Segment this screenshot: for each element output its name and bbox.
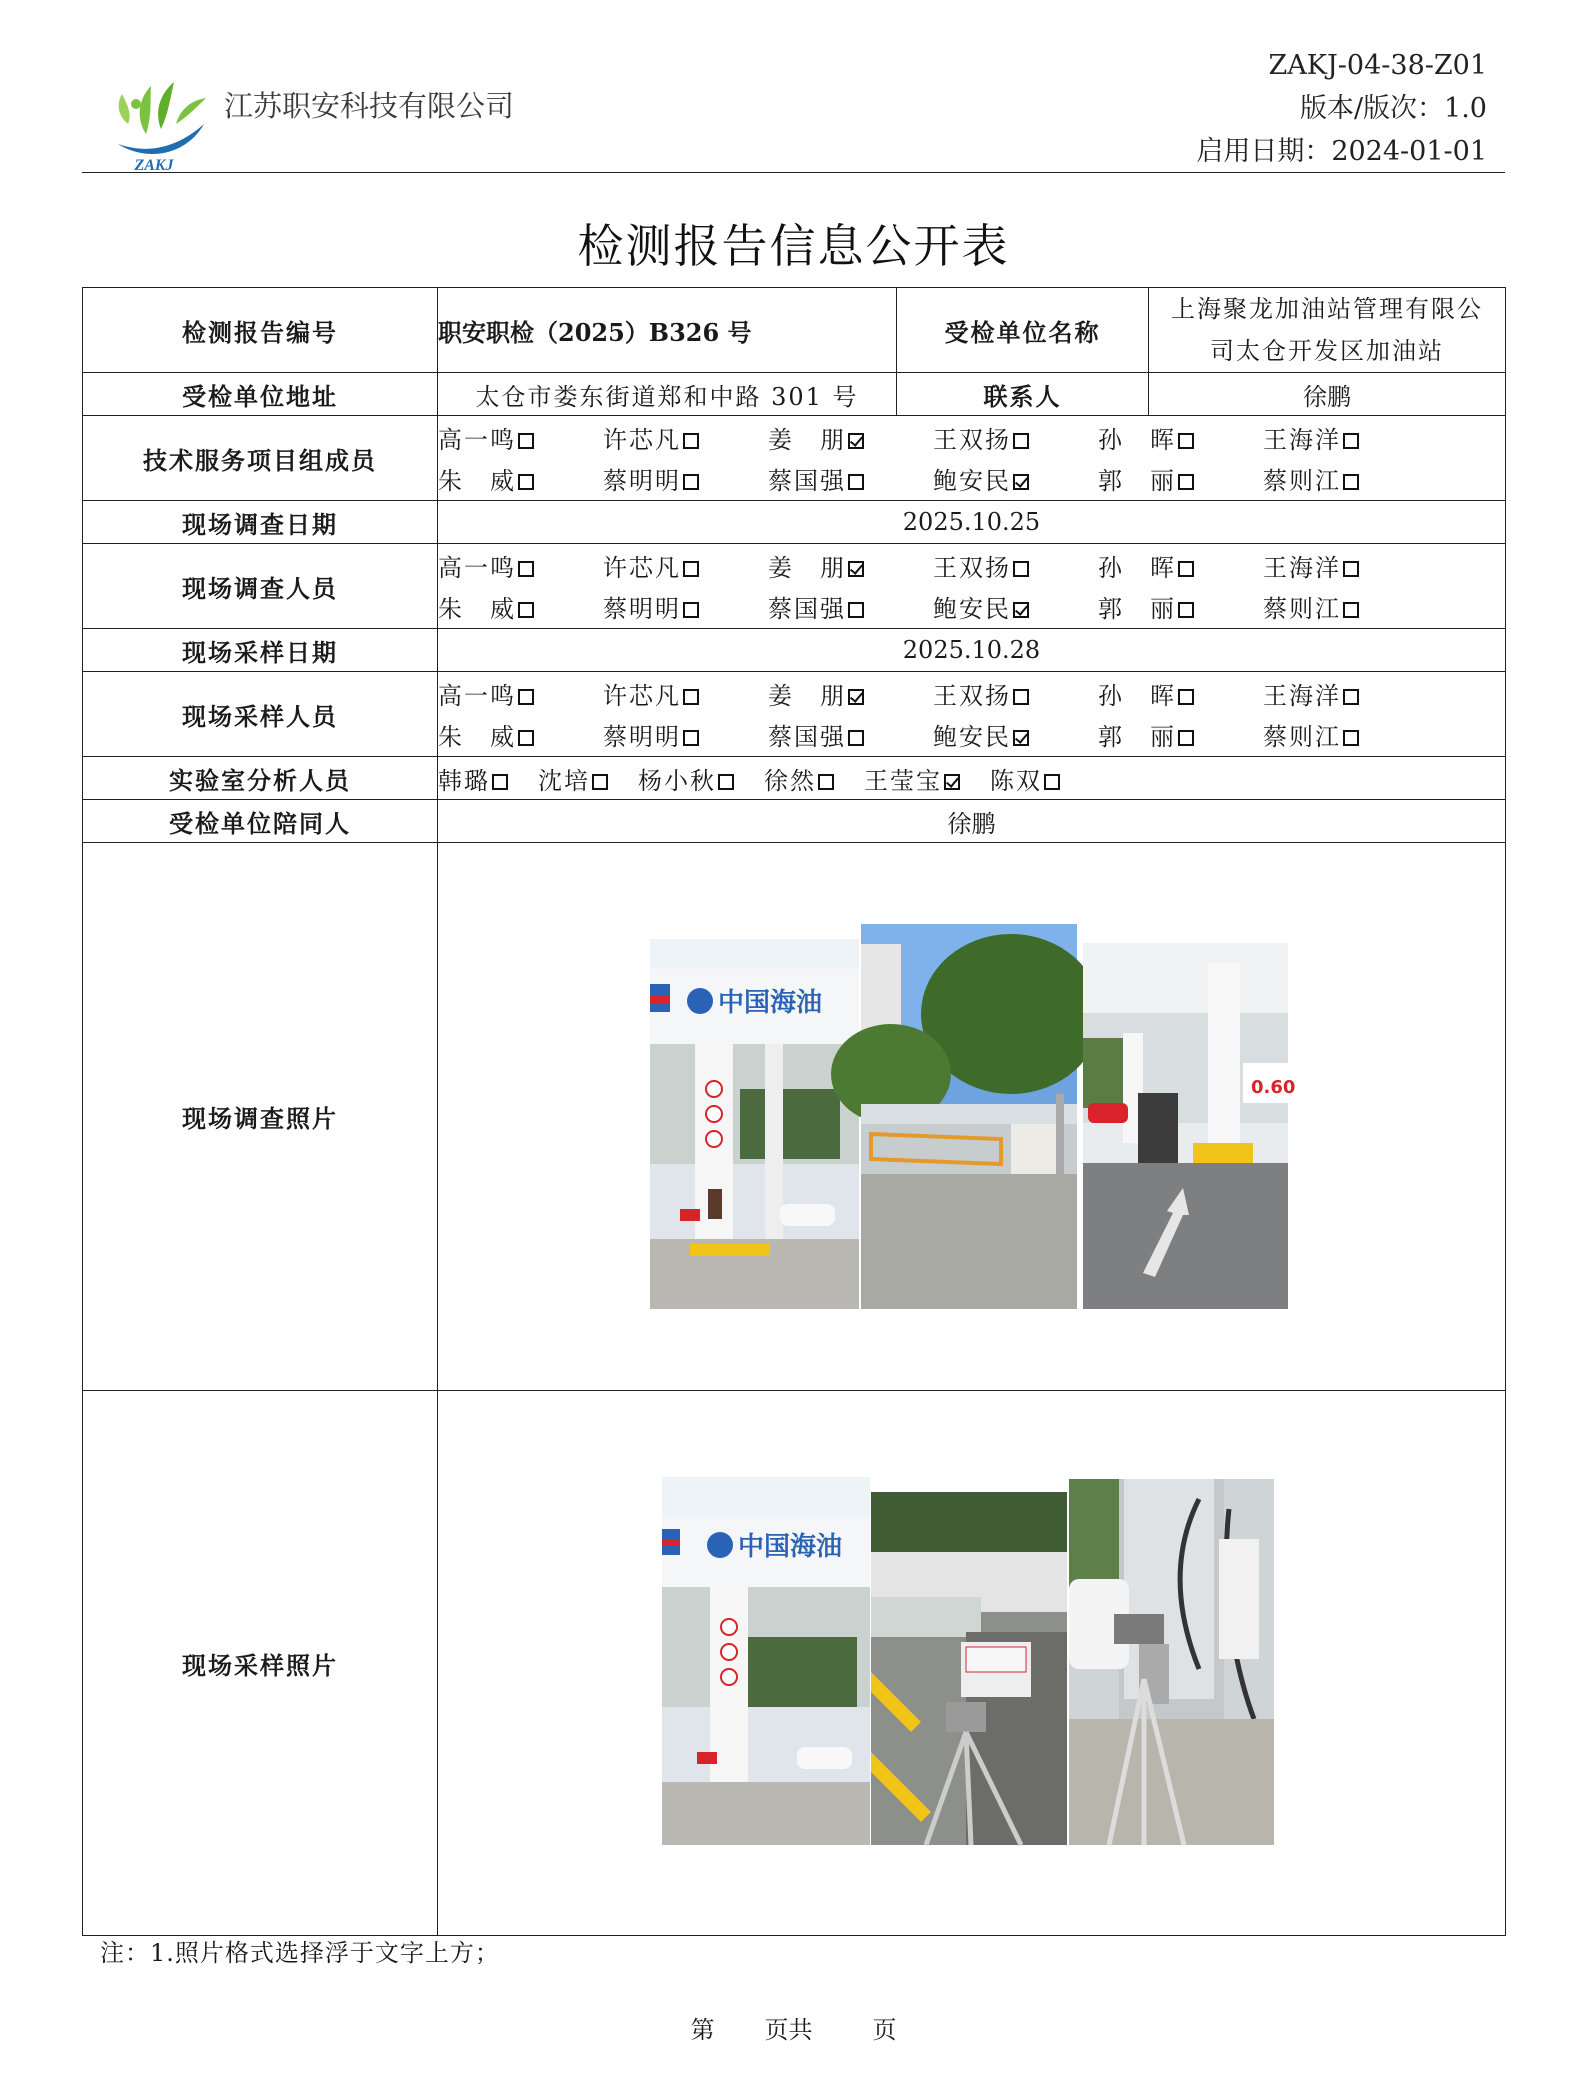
staff-name: 蔡国强 xyxy=(768,723,846,751)
staff-name: 郭 丽 xyxy=(1098,467,1176,495)
staff-name: 蔡明明 xyxy=(603,723,681,751)
table-row xyxy=(83,672,1506,757)
unchecked-checkbox[interactable] xyxy=(1013,689,1029,705)
staff-item xyxy=(1263,548,1428,583)
staff-name: 许芯凡 xyxy=(603,426,681,454)
unchecked-checkbox[interactable] xyxy=(683,689,699,705)
staff-item xyxy=(603,676,768,711)
report-no-prefix: 职安职检 xyxy=(438,317,534,347)
staff-item xyxy=(603,420,768,455)
unchecked-checkbox[interactable] xyxy=(1178,602,1194,618)
staff-item xyxy=(933,717,1098,752)
staff-item xyxy=(933,589,1098,624)
unchecked-checkbox[interactable] xyxy=(818,774,834,790)
table-row xyxy=(83,416,1506,501)
staff-name: 王双扬 xyxy=(933,682,1011,710)
staff-name: 高一鸣 xyxy=(438,426,516,454)
address-label: 受检单位地址 xyxy=(83,373,438,416)
survey-staff-label: 现场调查人员 xyxy=(83,544,438,629)
table-row xyxy=(83,1391,1506,1936)
page-footer xyxy=(0,2010,1587,2045)
unchecked-checkbox[interactable] xyxy=(1343,474,1359,490)
staff-name: 鲍安民 xyxy=(933,467,1011,495)
table-row xyxy=(83,757,1506,800)
staff-name: 王海洋 xyxy=(1263,682,1341,710)
sampling-date-label: 现场采样日期 xyxy=(83,629,438,672)
staff-name: 鲍安民 xyxy=(933,595,1011,623)
doc-effective-date: 启用日期：2024-01-01 xyxy=(1196,136,1487,167)
staff-name: 王海洋 xyxy=(1263,554,1341,582)
staff-name: 朱 威 xyxy=(438,467,516,495)
staff-row xyxy=(438,417,1505,458)
sampling-staff-names xyxy=(438,672,1506,757)
staff-row xyxy=(438,586,1505,627)
staff-item xyxy=(438,761,508,796)
staff-item xyxy=(603,589,768,624)
staff-item xyxy=(1263,717,1428,752)
unchecked-checkbox[interactable] xyxy=(518,474,534,490)
sampling-date-value: 2025.10.28 xyxy=(438,629,1506,672)
unchecked-checkbox[interactable] xyxy=(848,730,864,746)
lab-staff-names xyxy=(438,757,1506,800)
staff-name: 孙 晖 xyxy=(1098,682,1176,710)
staff-item xyxy=(1098,420,1263,455)
escort-label: 受检单位陪同人 xyxy=(83,800,438,843)
address-value: 太仓市娄东街道郑和中路 301 号 xyxy=(438,373,897,416)
staff-name: 鲍安民 xyxy=(933,723,1011,751)
staff-name: 王海洋 xyxy=(1263,426,1341,454)
unchecked-checkbox[interactable] xyxy=(518,689,534,705)
survey-staff-names xyxy=(438,544,1506,629)
staff-item xyxy=(438,420,603,455)
staff-name: 高一鸣 xyxy=(438,554,516,582)
unchecked-checkbox[interactable] xyxy=(1343,561,1359,577)
sampling-photos xyxy=(438,1391,1506,1936)
staff-item xyxy=(1098,548,1263,583)
team-label: 技术服务项目组成员 xyxy=(83,416,438,501)
staff-row xyxy=(438,545,1505,586)
page-mid: 页共 xyxy=(764,2016,813,2044)
company-name: 江苏职安科技有限公司 xyxy=(224,89,515,123)
staff-item xyxy=(1263,420,1428,455)
checked-checkbox[interactable] xyxy=(848,689,864,705)
staff-item xyxy=(768,676,933,711)
contact-value: 徐鹏 xyxy=(1149,373,1506,416)
staff-item xyxy=(768,548,933,583)
staff-name: 朱 威 xyxy=(438,595,516,623)
table-row xyxy=(83,288,1506,373)
report-no-label: 检测报告编号 xyxy=(83,288,438,373)
survey-photo-yard xyxy=(861,924,1077,1309)
checked-checkbox[interactable] xyxy=(1013,730,1029,746)
svg-text:中国海油: 中国海油 xyxy=(718,988,823,1018)
unchecked-checkbox[interactable] xyxy=(1178,433,1194,449)
staff-name: 蔡国强 xyxy=(768,595,846,623)
staff-item xyxy=(603,717,768,752)
table-row xyxy=(83,501,1506,544)
unchecked-checkbox[interactable] xyxy=(1013,561,1029,577)
unchecked-checkbox[interactable] xyxy=(518,602,534,618)
svg-text:0.60: 0.60 xyxy=(1251,1077,1296,1098)
staff-name: 陈双 xyxy=(990,766,1042,795)
staff-item xyxy=(638,761,734,796)
staff-name: 许芯凡 xyxy=(603,682,681,710)
footnote: 注：1.照片格式选择浮于文字上方； xyxy=(100,1939,500,1967)
staff-item xyxy=(538,761,608,796)
unchecked-checkbox[interactable] xyxy=(518,561,534,577)
staff-name: 蔡则江 xyxy=(1263,723,1341,751)
staff-name: 蔡明明 xyxy=(603,595,681,623)
staff-item xyxy=(438,548,603,583)
unchecked-checkbox[interactable] xyxy=(1178,730,1194,746)
staff-row xyxy=(438,458,1505,499)
page-suffix: 页 xyxy=(872,2016,897,2044)
staff-item xyxy=(990,761,1060,796)
page-prefix: 第 xyxy=(690,2016,715,2044)
staff-item xyxy=(438,461,603,496)
staff-item xyxy=(768,589,933,624)
staff-name: 孙 晖 xyxy=(1098,426,1176,454)
page-title: 检测报告信息公开表 xyxy=(577,219,1010,273)
staff-item xyxy=(933,420,1098,455)
staff-item xyxy=(438,717,603,752)
survey-date-value: 2025.10.25 xyxy=(438,501,1506,544)
report-no-value xyxy=(438,288,897,373)
staff-name: 王双扬 xyxy=(933,426,1011,454)
staff-name: 蔡明明 xyxy=(603,467,681,495)
checked-checkbox[interactable] xyxy=(944,774,960,790)
team-names xyxy=(438,416,1506,501)
staff-row xyxy=(438,673,1505,714)
client-name-label: 受检单位名称 xyxy=(897,288,1149,373)
table-row xyxy=(83,544,1506,629)
staff-name: 王莹宝 xyxy=(864,766,942,795)
unchecked-checkbox[interactable] xyxy=(848,474,864,490)
staff-item xyxy=(438,676,603,711)
staff-item xyxy=(1263,461,1428,496)
unchecked-checkbox[interactable] xyxy=(683,433,699,449)
staff-item xyxy=(864,761,960,796)
survey-photo-canopy xyxy=(650,939,859,1309)
page-header xyxy=(82,40,1505,173)
staff-name: 杨小秋 xyxy=(638,766,716,795)
staff-name: 蔡国强 xyxy=(768,467,846,495)
unchecked-checkbox[interactable] xyxy=(683,474,699,490)
staff-name: 孙 晖 xyxy=(1098,554,1176,582)
staff-name: 朱 威 xyxy=(438,723,516,751)
staff-item xyxy=(1098,589,1263,624)
survey-date-label: 现场调查日期 xyxy=(83,501,438,544)
staff-name: 许芯凡 xyxy=(603,554,681,582)
unchecked-checkbox[interactable] xyxy=(1343,730,1359,746)
unchecked-checkbox[interactable] xyxy=(683,561,699,577)
staff-item xyxy=(1263,589,1428,624)
unchecked-checkbox[interactable] xyxy=(718,774,734,790)
svg-text:中国海油: 中国海油 xyxy=(738,1532,843,1562)
sampling-photo-label: 现场采样照片 xyxy=(83,1391,438,1936)
sampling-photo-canopy xyxy=(662,1477,870,1845)
unchecked-checkbox[interactable] xyxy=(1343,602,1359,618)
staff-item xyxy=(603,548,768,583)
checked-checkbox[interactable] xyxy=(848,433,864,449)
document-meta xyxy=(1196,44,1487,173)
checked-checkbox[interactable] xyxy=(1013,474,1029,490)
staff-name: 蔡则江 xyxy=(1263,595,1341,623)
staff-item xyxy=(1098,461,1263,496)
staff-name: 王双扬 xyxy=(933,554,1011,582)
table-row xyxy=(83,843,1506,1391)
staff-item xyxy=(768,420,933,455)
survey-photos xyxy=(438,843,1506,1391)
staff-name: 郭 丽 xyxy=(1098,595,1176,623)
unchecked-checkbox[interactable] xyxy=(1178,689,1194,705)
staff-item xyxy=(768,717,933,752)
staff-name: 高一鸣 xyxy=(438,682,516,710)
staff-item xyxy=(603,461,768,496)
doc-code: ZAKJ-04-38-Z01 xyxy=(1268,50,1487,81)
unchecked-checkbox[interactable] xyxy=(1178,474,1194,490)
staff-name: 蔡则江 xyxy=(1263,467,1341,495)
unchecked-checkbox[interactable] xyxy=(683,602,699,618)
sampling-photo-instrument xyxy=(871,1492,1067,1845)
staff-name: 郭 丽 xyxy=(1098,723,1176,751)
unchecked-checkbox[interactable] xyxy=(492,774,508,790)
unchecked-checkbox[interactable] xyxy=(592,774,608,790)
lab-staff-label: 实验室分析人员 xyxy=(83,757,438,800)
staff-name: 姜 朋 xyxy=(768,426,846,454)
table-row xyxy=(83,800,1506,843)
unchecked-checkbox[interactable] xyxy=(683,730,699,746)
checked-checkbox[interactable] xyxy=(848,561,864,577)
info-table xyxy=(82,287,1506,1936)
staff-item xyxy=(933,461,1098,496)
survey-photo-pumps xyxy=(1083,943,1296,1309)
checked-checkbox[interactable] xyxy=(1013,602,1029,618)
survey-photo-label: 现场调查照片 xyxy=(83,843,438,1391)
staff-row xyxy=(438,714,1505,755)
staff-name: 姜 朋 xyxy=(768,554,846,582)
sampling-staff-label: 现场采样人员 xyxy=(83,672,438,757)
staff-item xyxy=(933,676,1098,711)
unchecked-checkbox[interactable] xyxy=(1178,561,1194,577)
staff-name: 姜 朋 xyxy=(768,682,846,710)
staff-name: 徐然 xyxy=(764,766,816,795)
table-row xyxy=(83,373,1506,416)
unchecked-checkbox[interactable] xyxy=(1013,433,1029,449)
unchecked-checkbox[interactable] xyxy=(518,730,534,746)
staff-item xyxy=(768,461,933,496)
unchecked-checkbox[interactable] xyxy=(1044,774,1060,790)
staff-item xyxy=(1263,676,1428,711)
staff-item xyxy=(438,589,603,624)
doc-version: 版本/版次：1.0 xyxy=(1299,93,1487,124)
unchecked-checkbox[interactable] xyxy=(518,433,534,449)
staff-name: 韩璐 xyxy=(438,766,490,795)
staff-item xyxy=(1098,717,1263,752)
escort-value: 徐鹏 xyxy=(438,800,1506,843)
staff-item xyxy=(764,761,834,796)
staff-name: 沈培 xyxy=(538,766,590,795)
staff-row xyxy=(438,758,1505,799)
unchecked-checkbox[interactable] xyxy=(848,602,864,618)
sampling-photo-dispenser xyxy=(1069,1479,1274,1845)
table-row xyxy=(83,629,1506,672)
contact-label: 联系人 xyxy=(897,373,1149,416)
company-logo xyxy=(106,64,216,174)
staff-item xyxy=(933,548,1098,583)
client-name-value: 上海聚龙加油站管理有限公司太仓开发区加油站 xyxy=(1149,288,1506,373)
unchecked-checkbox[interactable] xyxy=(1343,433,1359,449)
staff-item xyxy=(1098,676,1263,711)
report-no-number: （2025）B326 号 xyxy=(534,317,752,347)
svg-text:ZAKJ: ZAKJ xyxy=(134,157,174,174)
unchecked-checkbox[interactable] xyxy=(1343,689,1359,705)
